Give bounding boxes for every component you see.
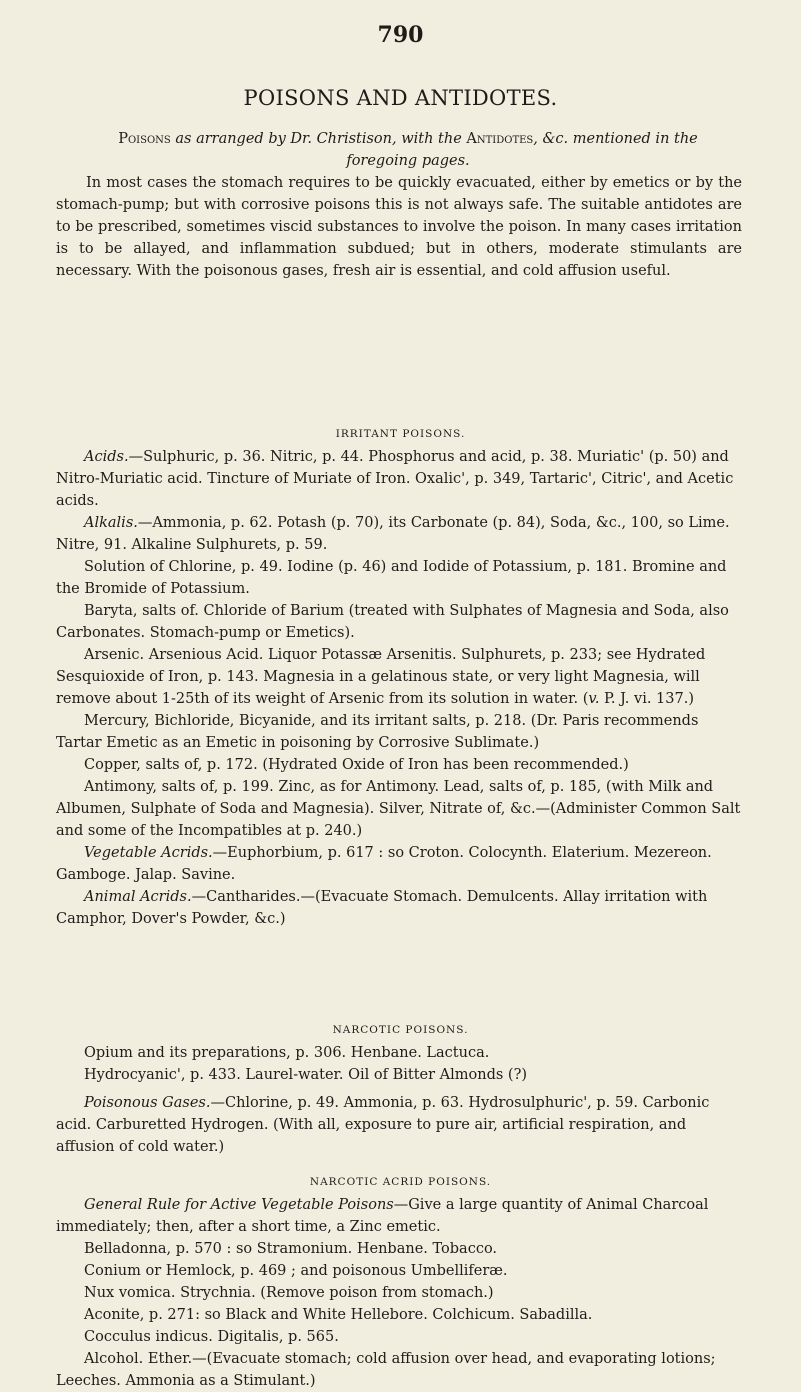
- intro-paragraph: In most cases the stomach requires to be quickly evacuated, either by emetics or by the stomach-pump; but with corrosive poisons this is not always safe. The suitable antidotes are to be prescribed, sometimes viscid substances to involve the poison. In many cases irritation is to be allayed, and inflammation subdued; but in others, moderate stimulants are necessary. With the poisonous gases, fresh air is essential, and cold affusion useful.: [56, 175, 742, 279]
- entry-baryta: Baryta, salts of. Chloride of Barium (treated with Sulphates of Magnesia and Soda, also Carbonates. Stomach-pump or Emetics).: [56, 603, 729, 641]
- entry-conium: Conium or Hemlock, p. 469 ; and poisonous Umbelliferæ.: [84, 1263, 508, 1279]
- entry-hydrocyanic: Hydrocyanic', p. 433. Laurel-water. Oil of Bitter Almonds (?): [84, 1067, 528, 1083]
- subtitle-antidotes-word: Antidotes: [466, 131, 534, 147]
- entry-text: —Sulphuric, p. 36. Nitric, p. 44. Phosphorus and acid, p. 38. Muriatic' (p. 50) and Nitro-Muriatic acid. Tincture of Muriate of Iron. Oxalic', p. 349, Tartaric', Citric', and Acetic acids.: [56, 449, 734, 509]
- subtitle: [88, 128, 728, 172]
- entry-alkalis: [56, 512, 742, 556]
- subtitle-middle: as arranged by Dr. Christison, with the: [170, 131, 467, 147]
- entry-belladonna: Belladonna, p. 570 : so Stramonium. Henbane. Tobacco.: [84, 1241, 498, 1257]
- entry-label: Vegetable Acrids.: [84, 845, 213, 861]
- subtitle-end: , &c. mentioned in the foregoing pages.: [346, 131, 698, 169]
- entry-general-rule: [56, 1194, 742, 1238]
- entry-aconite: Aconite, p. 271: so Black and White Hellebore. Colchicum. Sabadilla.: [84, 1307, 593, 1323]
- irritant-section: [56, 446, 742, 930]
- entry-mercury: Mercury, Bichloride, Bicyanide, and its irritant salts, p. 218. (Dr. Paris recommends Tartar Emetic as an Emetic in poisoning by Corrosive Sublimate.): [56, 713, 699, 751]
- entry-chlorine: Solution of Chlorine, p. 49. Iodine (p. 46) and Iodide of Potassium, p. 181. Bromine and the Bromide of Potassium.: [56, 559, 727, 597]
- entry-copper: Copper, salts of, p. 172. (Hydrated Oxide of Iron has been recommended.): [84, 757, 629, 773]
- entry-nux-vomica: Nux vomica. Strychnia. (Remove poison from stomach.): [84, 1285, 494, 1301]
- entry-text: —Ammonia, p. 62. Potash (p. 70), its Carbonate (p. 84), Soda, &c., 100, so Lime. Nitre, 91. Alkaline Sulphurets, p. 59.: [56, 515, 730, 553]
- page-number: 790: [377, 22, 424, 48]
- entry-text: —Cantharides.—(Evacuate Stomach. Demulcents. Allay irritation with Camphor, Dover's Powder, &c.): [56, 889, 708, 927]
- entry-arsenic: [56, 644, 742, 710]
- entry-opium: Opium and its preparations, p. 306. Henbane. Lactuca.: [84, 1045, 490, 1061]
- entry-text: —Give a large quantity of Animal Charcoal immediately; then, after a short time, a Zinc emetic.: [56, 1197, 709, 1235]
- subtitle-poisons-word: Poisons: [118, 131, 171, 147]
- narcotic-section: [56, 1042, 742, 1158]
- entry-label: General Rule for Active Vegetable Poisons: [84, 1197, 394, 1213]
- entry-ref: v.: [588, 691, 600, 707]
- entry-text: —Chlorine, p. 49. Ammonia, p. 63. Hydrosulphuric', p. 59. Carbonic acid. Carburetted Hydrogen. (With all, exposure to pure air, artificial respiration, and affusion of cold water.): [56, 1095, 710, 1155]
- entry-vegetable-acrids: [56, 842, 742, 886]
- entry-text: P. J. vi. 137.): [599, 691, 694, 707]
- entry-label: Animal Acrids.: [84, 889, 192, 905]
- entry-alcohol: Alcohol. Ether.—(Evacuate stomach; cold affusion over head, and evaporating lotions; Leeches. Ammonia as a Stimulant.): [56, 1351, 716, 1389]
- entry-poisonous-gases: [56, 1092, 742, 1158]
- entry-antimony: Antimony, salts of, p. 199. Zinc, as for Antimony. Lead, salts of, p. 185, (with Milk and Albumen, Sulphate of Soda and Magnesia). Silver, Nitrate of, &c.—(Administer Common Salt and some of the Incompatibles at p. 240.): [56, 779, 741, 839]
- entry-cocculus: Cocculus indicus. Digitalis, p. 565.: [84, 1329, 339, 1345]
- narcotic-acrid-section: [56, 1194, 742, 1392]
- page-title: POISONS AND ANTIDOTES.: [243, 86, 558, 110]
- entry-label: Alkalis.: [84, 515, 138, 531]
- section-heading-irritant: IRRITANT POISONS.: [335, 428, 466, 440]
- entry-text: Arsenic. Arsenious Acid. Liquor Potassæ Arsenitis. Sulphurets, p. 233; see Hydrated Sesquioxide of Iron, p. 143. Magnesia in a gelatinous state, or very light Magnesia, will remove about 1-25th of its weight of Arsenic from its solution in water. (: [56, 647, 706, 707]
- entry-label: Acids.: [84, 449, 129, 465]
- section-heading-narcotic-acrid: NARCOTIC ACRID POISONS.: [309, 1176, 492, 1188]
- entry-text: —Euphorbium, p. 617 : so Croton. Colocynth. Elaterium. Mezereon. Gamboge. Jalap. Savine.: [56, 845, 712, 883]
- section-heading-narcotic: NARCOTIC POISONS.: [332, 1024, 469, 1036]
- entry-label: Poisonous Gases.: [84, 1095, 211, 1111]
- entry-acids: [56, 446, 742, 512]
- entry-animal-acrids: [56, 886, 742, 930]
